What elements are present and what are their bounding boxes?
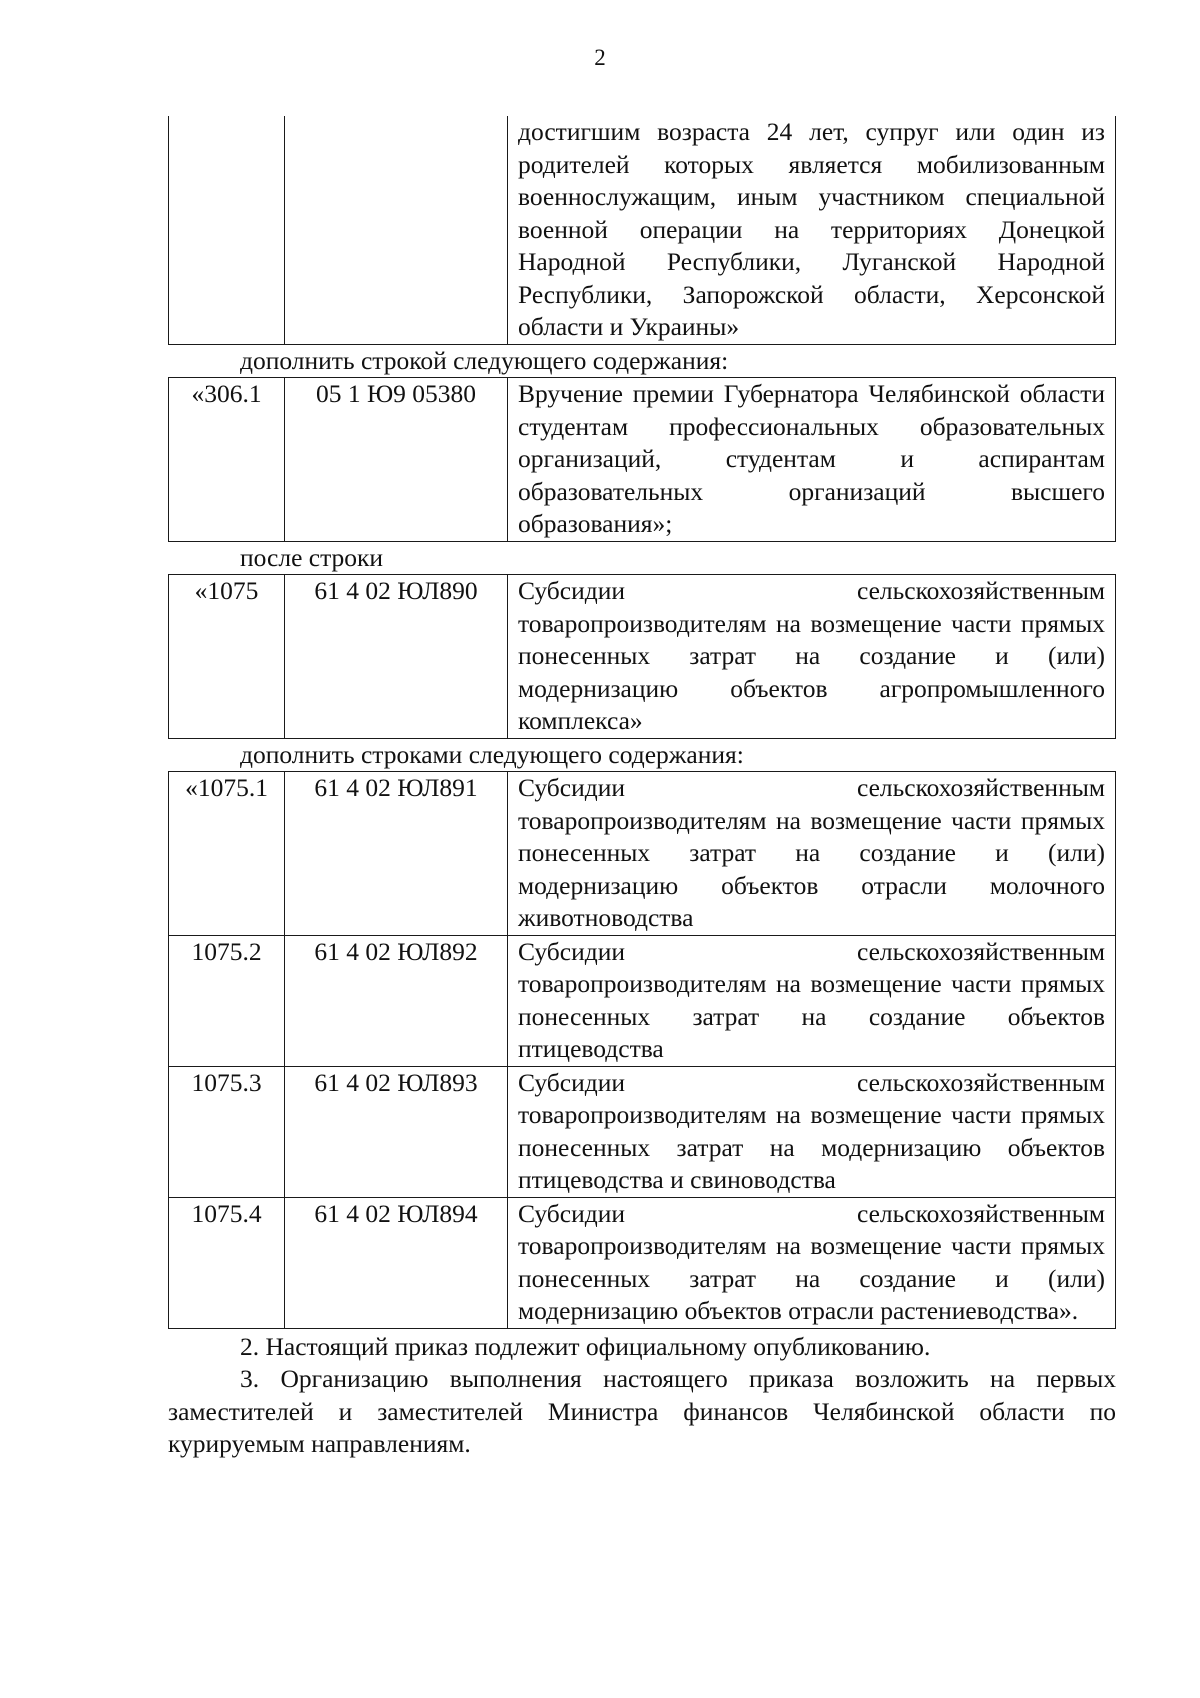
instruction-add-rows: дополнить строками следующего содержания:: [240, 739, 744, 769]
row-number-cell: «1075: [169, 575, 285, 739]
row-code-cell: 05 1 Ю9 05380: [285, 378, 508, 542]
row-text-cell: Вручение премии Губернатора Челябинской области студентам профессиональных образовательных организаций, студентам и аспирантам образовательных организаций высшего образования»;: [508, 378, 1116, 542]
row-number-cell: 1075.2: [169, 935, 285, 1066]
row-code-cell: [285, 116, 508, 344]
row-number-cell: 1075.4: [169, 1197, 285, 1328]
table-row: [169, 935, 1116, 1066]
page-number: 2: [594, 45, 606, 70]
row-code-cell: 61 4 02 ЮЛ891: [285, 772, 508, 936]
instruction-add-row: дополнить строкой следующего содержания:: [240, 345, 729, 375]
row-text-cell: Субсидии сельскохозяйственным товаропроизводителям на возмещение части прямых понесенных затрат на создание и (или) модернизацию объектов отрасли растениеводства».: [508, 1197, 1116, 1328]
table-row-1075: [168, 574, 1116, 739]
table-row: [169, 116, 1116, 344]
row-number-cell: [169, 116, 285, 344]
row-number-cell: 1075.3: [169, 1066, 285, 1197]
row-text-cell: Субсидии сельскохозяйственным товаропроизводителям на возмещение части прямых понесенных затрат на создание и (или) модернизацию объектов агропромышленного комплекса»: [508, 575, 1116, 739]
paragraph-publication: 2. Настоящий приказ подлежит официальному опубликованию.: [240, 1331, 931, 1361]
row-number-cell: «306.1: [169, 378, 285, 542]
table-row-306-1: [168, 377, 1116, 542]
row-code-cell: 61 4 02 ЮЛ890: [285, 575, 508, 739]
row-text-cell: Субсидии сельскохозяйственным товаропроизводителям на возмещение части прямых понесенных затрат на создание и (или) модернизацию объектов отрасли молочного животноводства: [508, 772, 1116, 936]
table-row: [169, 378, 1116, 542]
row-code-cell: 61 4 02 ЮЛ892: [285, 935, 508, 1066]
row-code-cell: 61 4 02 ЮЛ893: [285, 1066, 508, 1197]
document-body: [168, 116, 1116, 1461]
row-code-cell: 61 4 02 ЮЛ894: [285, 1197, 508, 1328]
row-text-cell: Субсидии сельскохозяйственным товаропроизводителям на возмещение части прямых понесенных затрат на создание объектов птицеводства: [508, 935, 1116, 1066]
row-text-cell: достигшим возраста 24 лет, супруг или один из родителей которых является мобилизованным военнослужащим, иным участником специальной военной операции на территориях Донецкой Народной Республики, Луганской Народной Республики, Запорожской области, Херсонской области и Украины»: [508, 116, 1116, 344]
table-row: [169, 772, 1116, 936]
row-text-cell: Субсидии сельскохозяйственным товаропроизводителям на возмещение части прямых понесенных затрат на модернизацию объектов птицеводства и свиноводства: [508, 1066, 1116, 1197]
table-row: [169, 1197, 1116, 1328]
table-row: [169, 575, 1116, 739]
table-row: [169, 1066, 1116, 1197]
paragraph-execution: 3. Организацию выполнения настоящего приказа возложить на первых заместителей и заместителей Министра финансов Челябинской области по курируемым направлениям.: [168, 1364, 1116, 1458]
table-rows-1075-x: [168, 771, 1116, 1329]
table-continued: [168, 116, 1116, 345]
row-number-cell: «1075.1: [169, 772, 285, 936]
instruction-after-row: после строки: [240, 542, 384, 572]
